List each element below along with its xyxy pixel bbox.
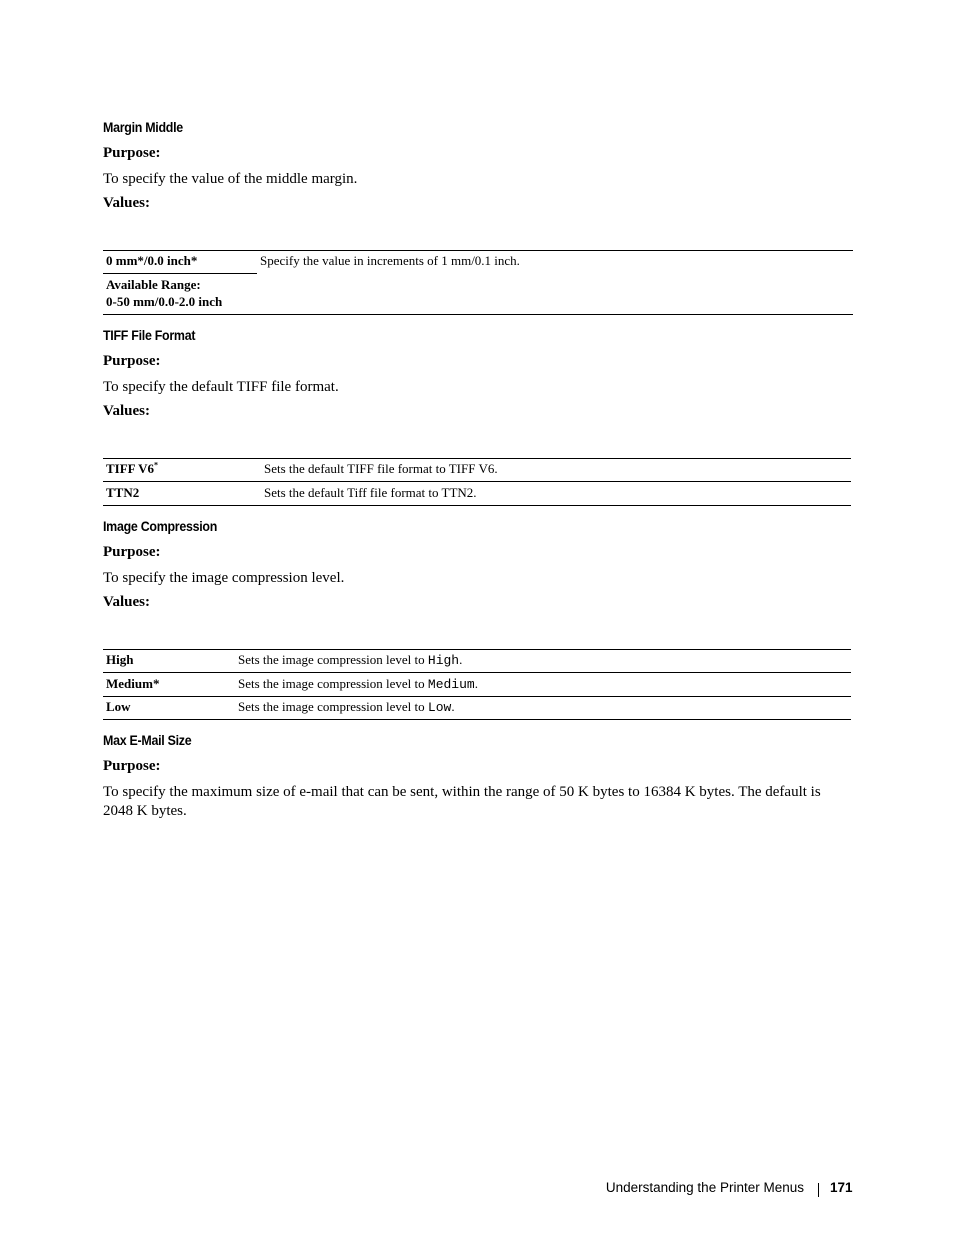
section-title-image-compression: Image Compression bbox=[103, 519, 218, 534]
table-cell-description: Sets the default Tiff file format to TTN2. bbox=[264, 485, 477, 500]
purpose-label: Purpose: bbox=[103, 758, 161, 774]
table-rule bbox=[103, 458, 851, 459]
table-cell-value: Medium* bbox=[106, 676, 160, 691]
table-cell-description bbox=[238, 651, 462, 669]
description-text: Sets the image compression level to bbox=[238, 699, 428, 714]
table-cell-value: TTN2 bbox=[106, 485, 140, 500]
table-cell-value: 0 mm*/0.0 inch* bbox=[106, 253, 198, 268]
footer-separator bbox=[818, 1183, 819, 1197]
description-text: Sets the image compression level to bbox=[238, 676, 428, 691]
values-label: Values: bbox=[103, 403, 150, 419]
table-rule bbox=[103, 696, 851, 697]
section-title-tiff-file-format: TIFF File Format bbox=[103, 328, 196, 343]
purpose-label: Purpose: bbox=[103, 544, 161, 560]
values-label: Values: bbox=[103, 594, 150, 610]
purpose-text: To specify the default TIFF file format. bbox=[103, 379, 339, 395]
table-cell-description: Specify the value in increments of 1 mm/0.1 inch. bbox=[260, 253, 520, 268]
code-value: Medium bbox=[427, 677, 475, 692]
table-cell-value: High bbox=[106, 652, 134, 667]
table-rule bbox=[103, 672, 851, 673]
description-text: Sets the image compression level to bbox=[238, 652, 428, 667]
default-marker: * bbox=[154, 460, 159, 470]
purpose-label: Purpose: bbox=[103, 145, 161, 161]
purpose-label: Purpose: bbox=[103, 353, 161, 369]
page-number: 171 bbox=[830, 1180, 853, 1195]
footer-chapter-title: Understanding the Printer Menus bbox=[605, 1180, 804, 1195]
section-title-margin-middle: Margin Middle bbox=[103, 120, 183, 135]
table-rule bbox=[103, 719, 851, 720]
table-cell-range-label: Available Range: bbox=[106, 277, 201, 292]
purpose-text: To specify the image compression level. bbox=[103, 570, 345, 586]
table-cell-value: Low bbox=[106, 699, 131, 714]
table-rule bbox=[103, 314, 853, 315]
value-text: TIFF V6 bbox=[106, 461, 155, 476]
section-title-max-email-size: Max E-Mail Size bbox=[103, 733, 192, 748]
punctuation: . bbox=[459, 652, 463, 667]
table-cell-value bbox=[106, 460, 158, 477]
punctuation: . bbox=[474, 676, 478, 691]
purpose-text: To specify the value of the middle margin. bbox=[103, 171, 358, 187]
code-value: High bbox=[427, 653, 460, 668]
values-label: Values: bbox=[103, 195, 150, 211]
table-cell-description bbox=[238, 698, 455, 716]
table-rule bbox=[103, 250, 853, 251]
code-value: Low bbox=[427, 700, 452, 715]
table-cell-description: Sets the default TIFF file format to TIFF V6. bbox=[264, 461, 498, 476]
table-cell-description bbox=[238, 675, 478, 693]
table-rule bbox=[103, 649, 851, 650]
table-rule bbox=[103, 273, 257, 274]
punctuation: . bbox=[451, 699, 455, 714]
table-rule bbox=[103, 505, 851, 506]
table-cell-range-value: 0-50 mm/0.0-2.0 inch bbox=[106, 294, 223, 309]
table-rule bbox=[103, 481, 851, 482]
purpose-text: To specify the maximum size of e-mail that can be sent, within the range of 50 K bytes to 16384 K bytes. The default is 2048 K bytes. bbox=[103, 784, 821, 819]
